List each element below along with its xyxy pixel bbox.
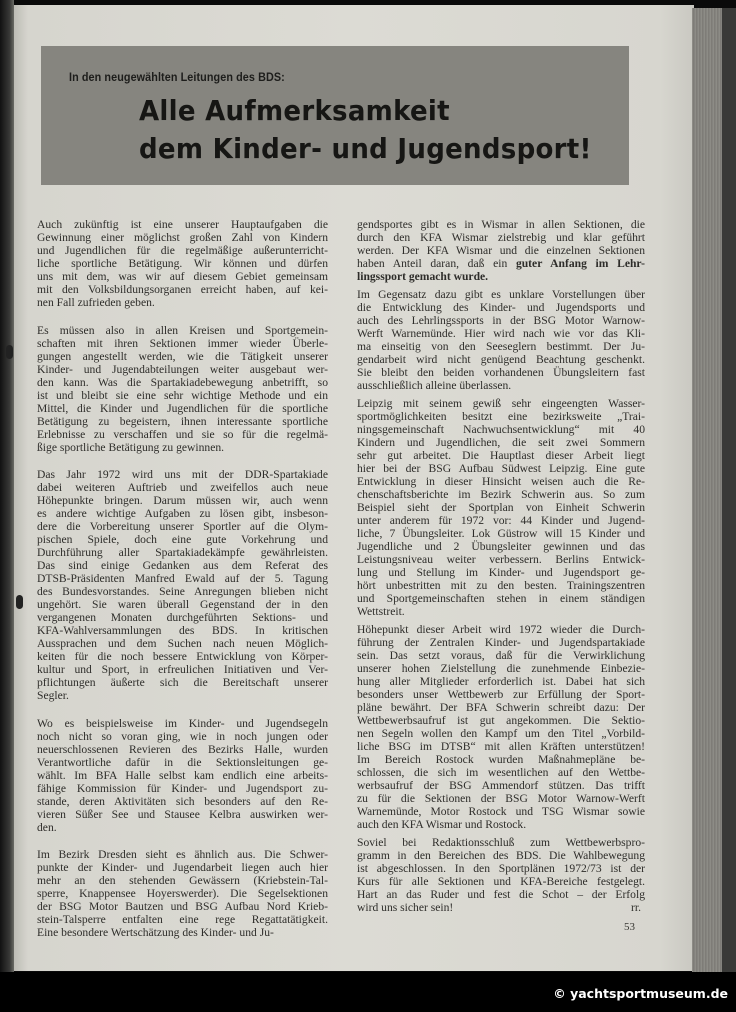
headline-title-line2: dem Kinder- und Jugendsport! (139, 132, 592, 165)
text-line: Werft Warnemünde. Hier wird nach wie vor das Kli- (357, 327, 645, 340)
text-line: sperre, Knappensee Hoyerswerder). Die Segelsektionen (37, 887, 328, 900)
text-line: Im Gegensatz dazu gibt es unklare Vorstellungen über (357, 288, 645, 301)
text-line: wird uns sicher sein! (357, 901, 454, 914)
text-line: Verantwortliche dafür in die Sektionsleitungen ge- (37, 756, 328, 769)
text-line: Hart an das Ruder und fest die Schot – der Erfolg (357, 888, 645, 901)
paragraph (357, 218, 645, 283)
text-line: und Sportgemeinschaften stehen in einem ständigen (357, 592, 645, 605)
text-line: hier bei der BSG Aufbau Südwest Leipzig. Eine gute (357, 462, 645, 475)
text-line: ungehört. Sie waren überall Gegenstand der in den (37, 598, 328, 611)
bold-text-segment: guter Anfang im Lehr- (515, 257, 645, 270)
text-line: unter anderem für 1972 vor: 44 Kinder und Jugend- (357, 514, 645, 527)
text-line: Erlebnisse zu verschaffen und sie so für die regelmä- (37, 428, 328, 441)
text-line: schaften mit ihren Sektionen immer wieder Überle- (37, 337, 328, 350)
text-line: Wettstreit. (357, 605, 405, 618)
text-line: dere die Vorbereitung unserer Sportler auf die Olym- (37, 520, 328, 533)
text-line: Soviel bei Redaktionsschluß zum Wettbewerbspro- (357, 836, 645, 849)
watermark: © yachtsportmuseum.de (553, 986, 728, 1001)
text-line: ist abgeschlossen. In den Sportplänen 1972/73 ist der (357, 862, 645, 875)
text-line: werden. Der KFA Wismar und die einzelnen Sektionen (357, 244, 645, 257)
text-line: Beispiel sieht der Sportplan von Einheit Schwerin (357, 501, 645, 514)
text-line: gendsportes gibt es in Wismar in allen Sektionen, die (357, 218, 645, 231)
text-line: stein-Talsperre entfalten eine rege Regattatätigkeit. (37, 913, 328, 926)
text-line: hört unbestritten mit zu den besten. Trainingszentren (357, 579, 645, 592)
text-line: Im Bereich Rostock wurden Maßnahmepläne be- (357, 753, 645, 766)
text-line: ßige sportliche Betätigung zu gewinnen. (37, 441, 225, 454)
paragraph (357, 397, 645, 618)
text-line: unserer hohen Zielstellung die zunehmende Einbezie- (357, 662, 645, 675)
text-line: noch nicht so voran ging, wie in noch jungen oder (37, 730, 328, 743)
text-line: Aussprachen und dem Suchen nach neuen Möglich- (37, 637, 328, 650)
text-line: pischen Spiele, doch eine gute Vorkehrung und (37, 533, 328, 546)
text-line: den. (37, 821, 57, 834)
text-line: Warnemünde, Motor Rostock und TSG Wismar sowie (357, 805, 645, 818)
text-line: neuerschlossenen Revieren des Bezirks Halle, wurden (37, 743, 328, 756)
text-line: kultur und Sport, in erfreulichen Initiativen und Ver- (37, 663, 328, 676)
text-line: dabei weiteren Auftrieb und zweifellos auch neue (37, 481, 328, 494)
text-line: Wettbewerbsaufruf ist gut angekommen. Die Sektio- (357, 714, 645, 727)
text-line: gramm in den Bereichen des BDS. Die Wahlbewegung (357, 849, 645, 862)
paragraph (357, 288, 645, 392)
text-line: Eine besondere Wertschätzung des Kinder- und Ju- (37, 926, 274, 939)
paragraph (357, 623, 645, 831)
text-line: vergangenen Monaten durchgeführten Sektions- und (37, 611, 328, 624)
text-line: fähige Kommission für Kinder- und Jugendsport zu- (37, 782, 328, 795)
paragraph (37, 468, 328, 702)
text-line: auch den KFA Wismar und Rostock. (357, 818, 527, 831)
text-line: Das sind einige Gedanken aus dem Referat des (37, 559, 328, 572)
text-line: Kinder- und Jugendabteilungen weiter ausgebaut wer- (37, 363, 328, 376)
text-segment: haben Anteil daran, daß ein (357, 257, 516, 270)
text-line: chenschaftsberichte im Bezirk Schwerin aus. So zum (357, 488, 645, 501)
paragraph (37, 848, 328, 939)
text-line: es andere wichtige Aufgaben zu lösen gibt, insbeson- (37, 507, 328, 520)
text-line: mehr an den stehenden Gewässern (Kriebstein-Tal- (37, 874, 328, 887)
text-line: hung aller Mitglieder erforderlich ist. Dabei hat sich (357, 675, 645, 688)
headline-title-line1: Alle Aufmerksamkeit (139, 94, 450, 127)
text-line: pläne bewährt. Der BFA Schwerin schreibt dazu: Der (357, 701, 645, 714)
text-line: punkte der Kinder- und Jugendarbeit liegen auch hier (37, 861, 328, 874)
text-line: Durchführung aller Spartakiadekämpfe gewährleisten. (37, 546, 328, 559)
text-line: Segler. (37, 689, 69, 702)
text-line: DTSB-Präsidenten Manfred Ewald auf der 5. Tagung (37, 572, 328, 585)
text-line: schlossen, die sich im wesentlichen auf den Wettbe- (357, 766, 645, 779)
text-line: Das Jahr 1972 wird uns mit der DDR-Spartakiade (37, 468, 328, 481)
text-line: stande, deren Aktivitäten sich besonders auf den Re- (37, 795, 328, 808)
author-signature: rr. (631, 901, 641, 914)
text-line: den kann. Was die Spartakiadebewegung anbetrifft, so (37, 376, 328, 389)
text-line: der BSG Motor Bautzen und BSG Aufbau Nord Krieb- (37, 900, 328, 913)
text-line: nen Fall zufrieden geben. (37, 296, 155, 309)
text-line: Höhepunkt dieser Arbeit wird 1972 wieder die Durch- (357, 623, 645, 636)
text-line: Leistungsniveau weiter verbessern. Berlins Entwick- (357, 553, 645, 566)
text-line: pflichtungen äußerte sich die Bereitschaft unserer (37, 676, 328, 689)
text-line: Gewinnung einer möglichst großen Zahl von Kindern (37, 231, 328, 244)
text-line: des Bundesvorstandes. Seine Anregungen blieben nicht (37, 585, 328, 598)
text-line: Höhepunkte bringen. Darum müssen wir, auch wenn (37, 494, 328, 507)
text-line: gungen angestellt werden, wie die Tätigkeit unserer (37, 350, 328, 363)
text-line: Es müssen also in allen Kreisen und Sportgemein- (37, 324, 328, 337)
text-line: Im Bezirk Dresden sieht es ähnlich aus. Die Schwer- (37, 848, 328, 861)
text-line: Wo es beispielsweise im Kinder- und Jugendsegeln (37, 717, 328, 730)
text-line: ningsgemeinschaft Nachwuchsentwicklung“ mit 40 (357, 423, 645, 436)
text-line: liche BSG im DTSB“ mit allen Kräften unterstützen! (357, 740, 645, 753)
text-line: liche sportliche Betätigung. Wir können und dürfen (37, 257, 328, 270)
text-line: lingssport gemacht wurde. (357, 270, 489, 283)
text-line: auch des Lehrlingssports in der BSG Motor Warnow- (357, 314, 645, 327)
text-line: ausschließlich alleine überlassen. (357, 379, 512, 392)
paragraph (37, 324, 328, 454)
text-line: KFA-Wahlversammlungen des BDS. In kritischen (37, 624, 328, 637)
text-line: Kurs für alle Sektionen und KFA-Bereiche festgelegt. (357, 875, 645, 888)
text-line: nen Segeln wollen den Kampf um den Titel „Vorbild- (357, 727, 645, 740)
binding-hole (16, 595, 23, 609)
text-line: liche, 7 Übungsleiter. Lok Güstrow will 15 Kinder und (357, 527, 645, 540)
text-line: werbsaufruf der BSG Ammendorf stützen. Das trifft (357, 779, 645, 792)
binding-hole (6, 345, 13, 359)
paragraph (37, 218, 328, 309)
text-line: sportmöglichkeiten besitzt eine bezirksweite „Trai- (357, 410, 645, 423)
text-line: führung der Zentralen Kinder- und Jugendspartakiade (357, 636, 645, 649)
page-number: 53 (624, 921, 635, 933)
text-line: Mittel, die Kinder und Jugendlichen für die sportliche (37, 402, 328, 415)
text-line: Entwicklung in dieser Hinsicht weisen auch die Re- (357, 475, 645, 488)
text-line: zu für die Sektionen der BSG Motor Warnow-Werft (357, 792, 645, 805)
text-line: keiten für die noch bessere Entwicklung von Körper- (37, 650, 328, 663)
text-line: Leipzig mit seinem gewiß sehr eingeengten Wasser- (357, 397, 645, 410)
paragraph (37, 717, 328, 834)
text-line: und Jugendlichen für die regelmäßige außerunterricht- (37, 244, 328, 257)
headline-kicker: In den neugewählten Leitungen des BDS: (69, 70, 285, 84)
text-line: ma einseitig von den Seeseglern bestimmt. Der Ju- (357, 340, 645, 353)
text-line: lung und Stellung im Kinder- und Jugendsport ge- (357, 566, 645, 579)
text-line: gendarbeit wird nicht genügend Beachtung geschenkt. (357, 353, 645, 366)
text-line: uns mit dem, was wir auf diesem Gebiet gemeinsam (37, 270, 328, 283)
scan-left-edge (0, 0, 14, 972)
text-line: ist und bleibt sie eine sehr wichtige Methode und ein (37, 389, 328, 402)
book-page-stack (692, 8, 736, 972)
text-line: wählt. Im BFA Halle selbst kam endlich eine arbeits- (37, 769, 328, 782)
paragraph (357, 836, 645, 914)
text-line: Kindern und Jugendlichen, die seit zwei Sommern (357, 436, 645, 449)
text-line: durch den KFA Wismar zielstrebig und klar geführt (357, 231, 645, 244)
text-line: Jugendliche und 2 Übungsleiter gewinnen und das (357, 540, 645, 553)
text-line: besonders unser Wettbewerb zur Erfüllung der Sport- (357, 688, 645, 701)
text-line: die Entwicklung des Kinder- und Jugendsports und (357, 301, 645, 314)
text-line: Auch zukünftig ist eine unserer Hauptaufgaben die (37, 218, 328, 231)
text-line: vieren Süßer See und Stausee Kelbra auswirken wer- (37, 808, 328, 821)
text-line: sehr gut arbeitet. Die Hauptlast dieser Arbeit liegt (357, 449, 645, 462)
text-line (357, 257, 645, 270)
text-line: sein. Das setzt voraus, daß für die Verwirklichung (357, 649, 645, 662)
text-line: Sie bleibt den beiden vorhandenen Übungsleitern fast (357, 366, 645, 379)
text-line: mit den Volksbildungsorganen erreicht haben, auf kei- (37, 283, 328, 296)
text-line: Betätigung zu begeistern, ihnen interessante sportliche (37, 415, 328, 428)
